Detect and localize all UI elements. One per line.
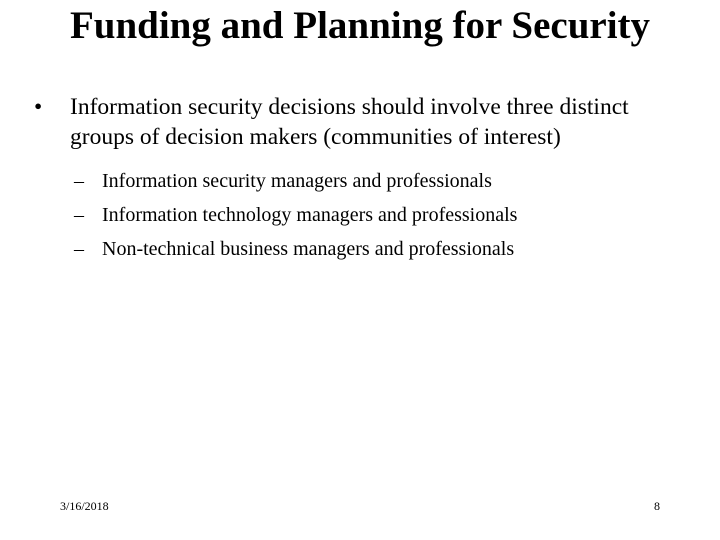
sub-bullet-item [74,232,674,266]
dash-marker: – [74,204,84,226]
footer-date: 3/16/2018 [60,499,109,513]
sub-bullet-text: Non-technical business managers and professionals [102,238,515,260]
sub-bullet-list [34,164,674,266]
page-number: 8 [654,499,660,513]
slide-title: Funding and Planning for Security [69,4,651,47]
dash-marker: – [74,238,84,260]
sub-bullet-item [74,198,674,232]
bullet-text: Information security decisions should involve three distinct groups of decision makers (communities of interest) [70,94,629,150]
bullet-marker: • [34,94,43,120]
bullet-list [34,92,674,266]
bullet-item [34,92,674,152]
sub-bullet-text: Information technology managers and professionals [102,204,518,226]
sub-bullet-item [74,164,674,198]
dash-marker: – [74,170,84,192]
sub-bullet-text: Information security managers and professionals [102,170,492,192]
